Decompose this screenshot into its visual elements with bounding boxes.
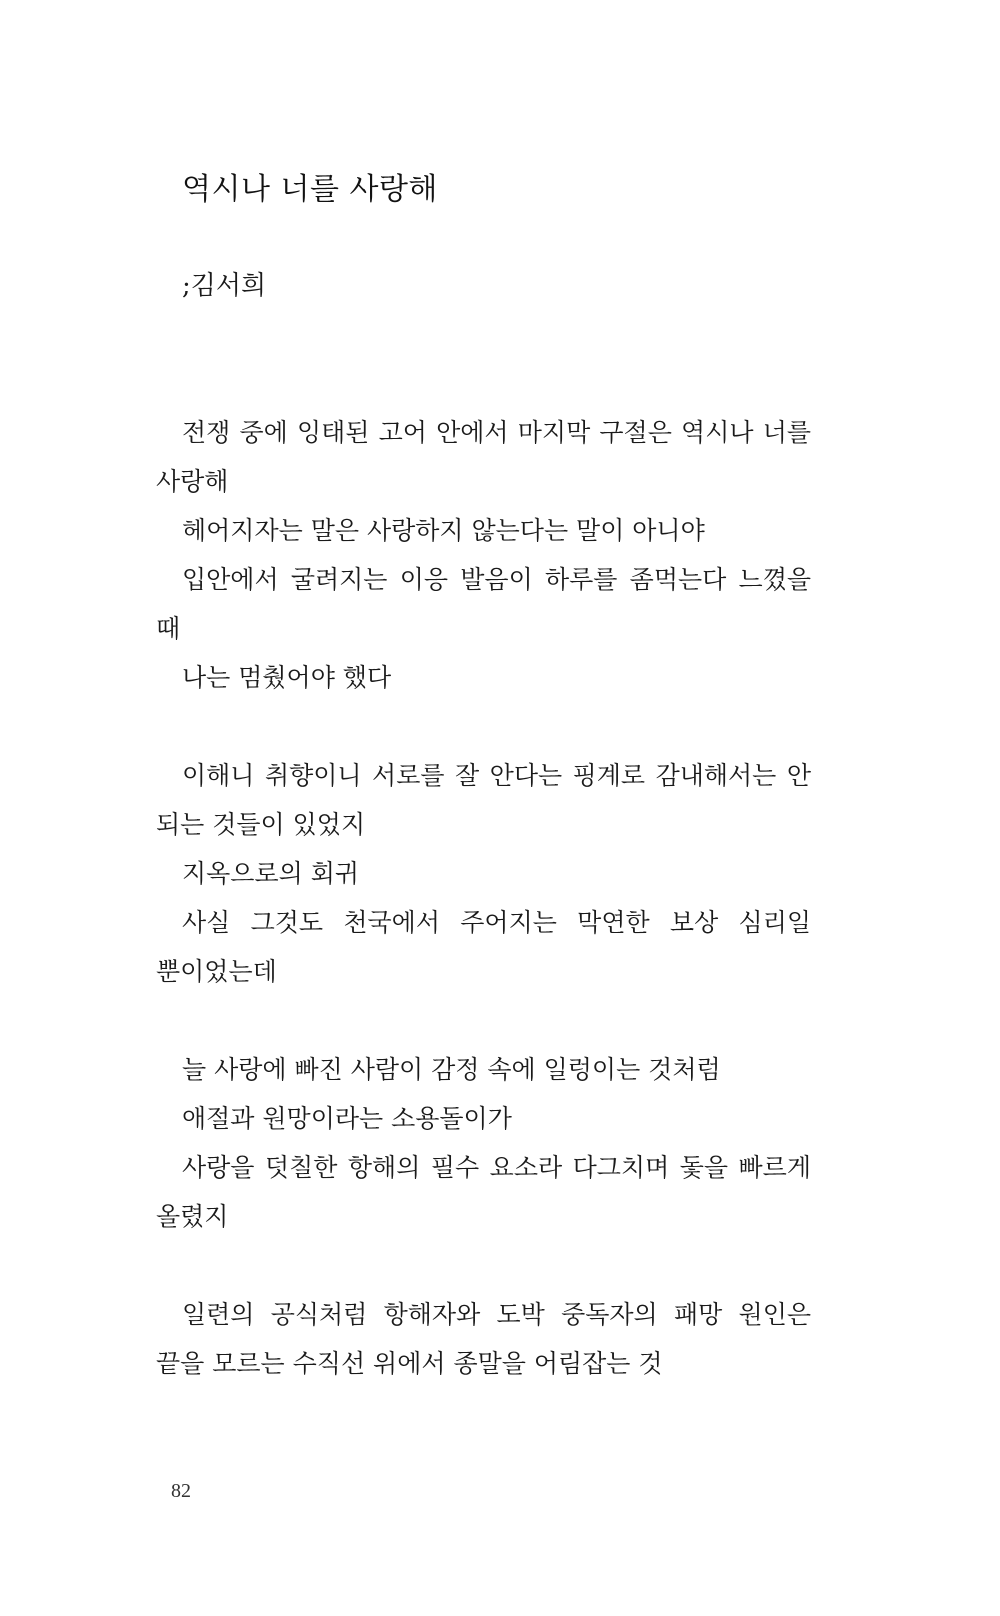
stanza-4 — [156, 1290, 811, 1388]
poem-body — [156, 408, 811, 1437]
poem-line: 이해니 취향이니 서로를 잘 안다는 핑계로 감내해서는 안 되는 것들이 있었지 — [156, 761, 811, 839]
stanza-3 — [156, 1045, 811, 1241]
page-number: 82 — [171, 1480, 191, 1502]
poem-line: 사실 그것도 천국에서 주어지는 막연한 보상 심리일 뿐이었는데 — [156, 908, 811, 986]
poem-author: ;김서희 — [182, 271, 267, 301]
poem-line: 나는 멈췄어야 했다 — [182, 663, 392, 692]
poem-line: 늘 사랑에 빠진 사람이 감정 속에 일렁이는 것처럼 — [182, 1055, 721, 1084]
poem-line: 사랑을 덧칠한 항해의 필수 요소라 다그치며 돛을 빠르게 올렸지 — [156, 1153, 811, 1231]
poem-line: 헤어지자는 말은 사랑하지 않는다는 말이 아니야 — [182, 516, 705, 545]
poem-line: 일련의 공식처럼 항해자와 도박 중독자의 패망 원인은 끝을 모르는 수직선 위에서 종말을 어림잡는 것 — [156, 1300, 811, 1378]
stanza-1 — [156, 408, 811, 702]
stanza-2 — [156, 751, 811, 996]
poem-line: 전쟁 중에 잉태된 고어 안에서 마지막 구절은 역시나 너를 사랑해 — [156, 418, 811, 496]
poem-line: 지옥으로의 회귀 — [182, 859, 359, 888]
poem-line: 애절과 원망이라는 소용돌이가 — [182, 1104, 512, 1133]
poem-line: 입안에서 굴려지는 이응 발음이 하루를 좀먹는다 느꼈을 때 — [156, 565, 811, 643]
poem-title: 역시나 너를 사랑해 — [182, 172, 438, 207]
